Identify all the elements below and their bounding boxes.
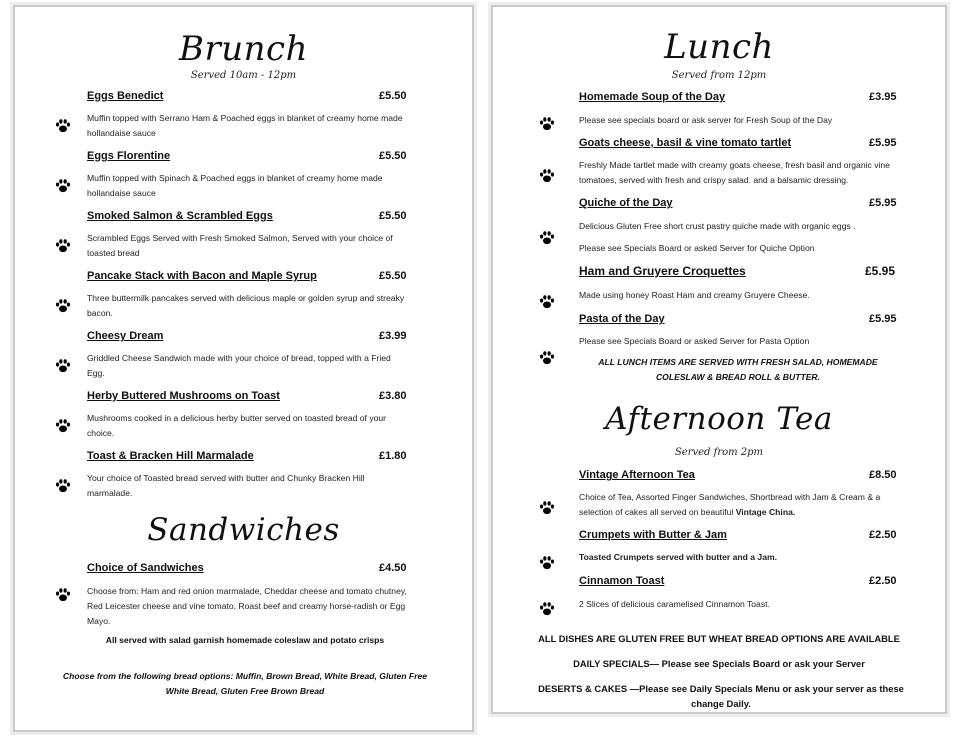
menu-item-price: £3.99 bbox=[379, 330, 407, 342]
menu-item-description: Delicious Gluten Free short crust pastry quiche made with organic eggs . bbox=[579, 221, 856, 231]
paw-print-icon bbox=[539, 168, 555, 184]
paw-print-icon bbox=[539, 601, 555, 617]
paw-print-icon bbox=[539, 230, 555, 246]
brunch-title: Brunch bbox=[179, 29, 308, 69]
menu-item-description: Griddled Cheese Sandwich made with your choice of bread, topped with a Fried Egg. bbox=[87, 353, 391, 378]
right-menu-page bbox=[491, 5, 947, 714]
brunch-subtitle: Served 10am - 12pm bbox=[190, 70, 297, 81]
paw-print-icon bbox=[55, 358, 71, 374]
menu-item-description: Your choice of Toasted bread served with butter and Chunky Bracken Hill marmalade. bbox=[87, 473, 365, 498]
menu-item-name: Pasta of the Day bbox=[579, 313, 665, 325]
menu-item-description: Made using honey Roast Ham and creamy Gruyere Cheese. bbox=[579, 290, 810, 300]
menu-item-name: Goats cheese, basil & vine tomato tartlet bbox=[579, 137, 792, 149]
menu-item-price: £2.50 bbox=[869, 529, 897, 541]
paw-print-icon bbox=[55, 418, 71, 434]
menu-item-description: Please see specials board or ask server for Fresh Soup of the Day bbox=[579, 115, 833, 125]
menu-item-description: Muffin topped with Spinach & Poached eggs in blanket of creamy home made hollandaise sauce bbox=[87, 173, 383, 198]
menu-item-name: Crumpets with Butter & Jam bbox=[579, 529, 727, 541]
menu-item-description: Scrambled Eggs Served with Fresh Smoked Salmon, Served with your choice of toasted bread bbox=[87, 233, 393, 258]
menu-item-name: Smoked Salmon & Scrambled Eggs bbox=[87, 210, 273, 222]
menu-item-name: Homemade Soup of the Day bbox=[579, 91, 726, 103]
menu-item-price: £5.50 bbox=[379, 270, 407, 282]
paw-print-icon bbox=[539, 500, 555, 516]
menu-item-name: Eggs Florentine bbox=[87, 150, 171, 162]
sandwich-served-note: All served with salad garnish homemade coleslaw and potato crisps bbox=[105, 635, 385, 645]
menu-item-name: Pancake Stack with Bacon and Maple Syrup bbox=[87, 270, 317, 282]
menu-item-description: Please see Specials Board or asked Server for Quiche Option bbox=[579, 243, 815, 253]
menu-item-description: Three buttermilk pancakes served with delicious maple or golden syrup and streaky bacon. bbox=[87, 293, 405, 318]
paw-print-icon bbox=[539, 294, 555, 310]
menu-item-price: £5.95 bbox=[865, 264, 896, 278]
lunch-title: Lunch bbox=[664, 27, 774, 67]
menu-item-description: Please see Specials Board or asked Server for Pasta Option bbox=[579, 336, 810, 346]
gluten-free-note: ALL DISHES ARE GLUTEN FREE BUT WHEAT BREAD OPTIONS ARE AVAILABLE bbox=[538, 633, 900, 644]
bread-options-note: Choose from the following bread options: Muffin, Brown Bread, White Bread, Gluten Free White Bread, Gluten Free Brown Bread bbox=[62, 671, 428, 696]
menu-item-name: Vintage Afternoon Tea bbox=[579, 469, 695, 481]
menu-item-name: Ham and Gruyere Croquettes bbox=[579, 264, 746, 278]
menu-item-name: Eggs Benedict bbox=[87, 90, 164, 102]
menu-item-price: £3.95 bbox=[869, 91, 897, 103]
paw-print-icon bbox=[55, 587, 71, 603]
paw-print-icon bbox=[539, 555, 555, 571]
menu-item-description: Toasted Crumpets served with butter and a Jam. bbox=[579, 552, 778, 562]
left-menu-page bbox=[13, 5, 474, 732]
afternoon-tea-subtitle: Served from 2pm bbox=[674, 447, 764, 458]
paw-print-icon bbox=[539, 350, 555, 366]
menu-item-price: £5.95 bbox=[869, 313, 897, 325]
menu-item-price: £4.50 bbox=[379, 562, 407, 574]
menu-item-price: £5.50 bbox=[379, 150, 407, 162]
sandwiches-title: Sandwiches bbox=[147, 512, 340, 548]
menu-item-name: Toast & Bracken Hill Marmalade bbox=[87, 450, 254, 462]
paw-print-icon bbox=[55, 118, 71, 134]
afternoon-tea-title: Afternoon Tea bbox=[605, 401, 833, 437]
menu-item-name: Quiche of the Day bbox=[579, 197, 673, 209]
menu-item-price: £5.50 bbox=[379, 210, 407, 222]
menu-item-price: £1.80 bbox=[379, 450, 407, 462]
menu-item-description: Choose from: Ham and red onion marmalade, Cheddar cheese and tomato chutney, Red Leicester cheese and vine tomato, Roast beef and creamy horse-radish or Egg Mayo. bbox=[87, 586, 407, 626]
paw-print-icon bbox=[55, 238, 71, 254]
menu-item-price: £5.50 bbox=[379, 90, 407, 102]
menu-item-name: Herby Buttered Mushrooms on Toast bbox=[87, 390, 280, 402]
menu-item-price: £2.50 bbox=[869, 575, 897, 587]
menu-item-name: Cheesy Dream bbox=[87, 330, 164, 342]
menu-item-price: £5.95 bbox=[869, 137, 897, 149]
menu-item-description: 2 Slices of delicious caramelised Cinnamon Toast. bbox=[579, 599, 770, 609]
paw-print-icon bbox=[55, 478, 71, 494]
menu-item-description: Choice of Tea, Assorted Finger Sandwiches, Shortbread with Jam & Cream & a selection of cakes all served on beautiful Vintage China. bbox=[579, 492, 881, 517]
menu-item-description: Freshly Made tartlet made with creamy goats cheese, fresh basil and organic vine tomatoes, served with fresh and crispy salad. and a balsamic dressing. bbox=[579, 160, 890, 185]
menu-item-description: Muffin topped with Serrano Ham & Poached eggs in blanket of creamy home made hollandaise sauce bbox=[87, 113, 403, 138]
paw-print-icon bbox=[539, 116, 555, 132]
lunch-served-note: ALL LUNCH ITEMS ARE SERVED WITH FRESH SALAD, HOMEMADE COLESLAW & BREAD ROLL & BUTTER. bbox=[598, 357, 878, 382]
paw-print-icon bbox=[55, 298, 71, 314]
menu-item-name: Cinnamon Toast bbox=[579, 575, 665, 587]
menu-item-name: Choice of Sandwiches bbox=[87, 562, 204, 574]
paw-print-icon bbox=[55, 178, 71, 194]
menu-item-price: £5.95 bbox=[869, 197, 897, 209]
daily-specials-note: DAILY SPECIALS— Please see Specials Board or ask your Server bbox=[573, 658, 865, 669]
lunch-subtitle: Served from 12pm bbox=[671, 70, 767, 81]
deserts-cakes-note: DESERTS & CAKES —Please see Daily Specials Menu or ask your server as these change Daily. bbox=[538, 683, 904, 709]
menu-item-description: Mushrooms cooked in a delicious herby butter served on toasted bread of your choice. bbox=[87, 413, 387, 438]
menu-item-price: £8.50 bbox=[869, 469, 897, 481]
menu-item-price: £3.80 bbox=[379, 390, 407, 402]
